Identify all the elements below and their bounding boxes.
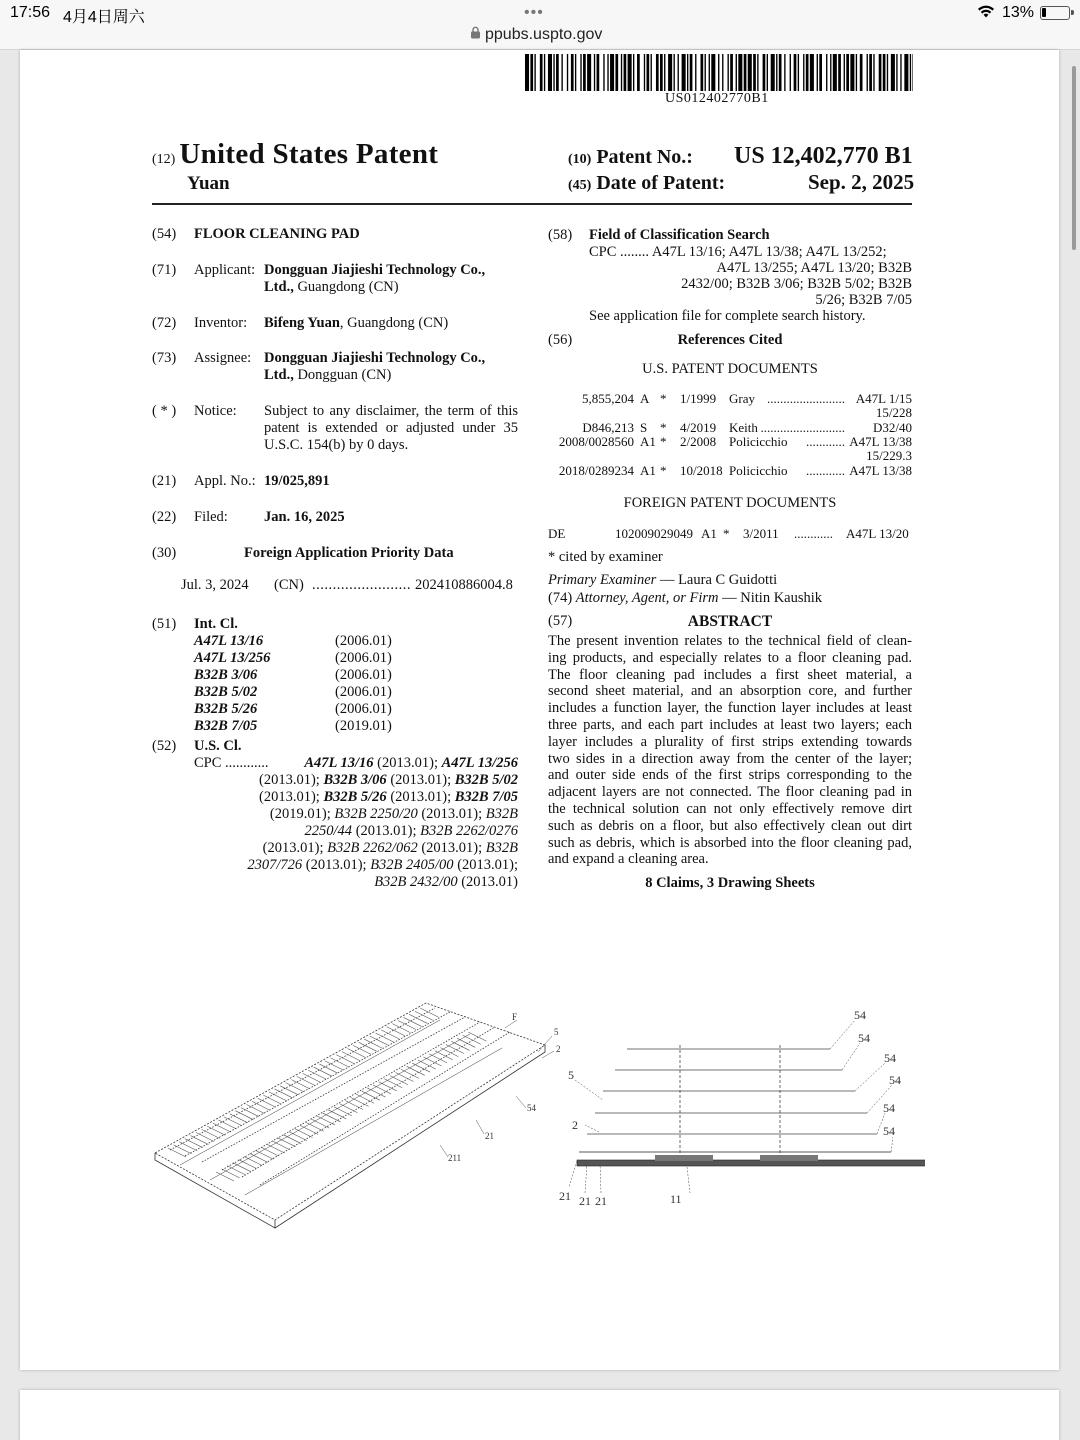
cpc-line: (2013.01); B32B 3/06 (2013.01); B32B 5/02 <box>259 772 518 788</box>
ref-kind: A1 <box>640 434 656 449</box>
next-page <box>20 1390 1059 1440</box>
filed-label: Filed: <box>194 509 228 525</box>
applicant-name: Dongguan Jiajieshi Technology Co., <box>264 262 486 278</box>
battery-percent: 13% <box>1002 4 1035 21</box>
foreign-kind: A1 <box>701 526 717 541</box>
code-22: (22) <box>152 509 177 525</box>
foreign-dots: ............ <box>794 526 833 541</box>
priority-number: 202410886004.8 <box>415 577 513 593</box>
ref-subclass: 15/228 <box>875 405 912 420</box>
cpc-line: 2250/44 (2013.01); B32B 2262/0276 <box>304 823 518 839</box>
fig2-label: 54 <box>883 1101 895 1115</box>
ref-dots: .......................... <box>760 420 845 435</box>
ref-class: D32/40 <box>873 420 912 435</box>
header-rule <box>152 203 912 205</box>
abstract-line: the technical solution can not only effectively remove dirt <box>548 800 912 817</box>
fig2-label: 54 <box>889 1073 901 1087</box>
fig1-label: 5 <box>554 1027 559 1037</box>
scrollbar[interactable] <box>1072 66 1076 250</box>
code-56: (56) <box>548 332 573 348</box>
primary-examiner: Primary Examiner — Laura C Guidotti <box>548 572 778 588</box>
fig2-label: 54 <box>854 1008 866 1022</box>
abstract-line: second sheet material, and an absorption core, and further <box>548 683 912 700</box>
filed-date: Jan. 16, 2025 <box>264 509 345 525</box>
ref-dots: ............ <box>806 434 845 449</box>
fcs-line: 2432/00; B32B 3/06; B32B 5/02; B32B <box>681 276 912 292</box>
ref-number: 2018/0289234 <box>558 463 634 478</box>
code-12: (12) <box>152 152 176 167</box>
patent-date-label: (45) Date of Patent: <box>568 172 726 194</box>
ref-kind: A1 <box>640 463 656 478</box>
assignee-location: Ltd., Dongguan (CN) <box>264 367 392 383</box>
fig1-label: 2 <box>556 1044 561 1054</box>
code-30: (30) <box>152 545 177 561</box>
patent-number: US 12,402,770 B1 <box>734 143 913 169</box>
fig2-label: 54 <box>883 1124 895 1138</box>
fig2-label: 21 <box>579 1194 591 1205</box>
abstract-line: and expand a cleaning area. <box>548 851 709 868</box>
foreign-number: 102009029049 <box>615 526 693 541</box>
fig2-label: 21 <box>595 1194 607 1205</box>
cited-by-examiner: * cited by examiner <box>548 549 663 565</box>
intcl-label: Int. Cl. <box>194 616 238 632</box>
applicant-location: Ltd., Guangdong (CN) <box>264 279 399 295</box>
foreign-date: 3/2011 <box>743 526 779 541</box>
intcl-code: B32B 7/05 <box>194 718 258 734</box>
fcs-line: 5/26; B32B 7/05 <box>815 292 912 308</box>
intcl-code: B32B 3/06 <box>194 667 258 683</box>
code-21: (21) <box>152 473 177 489</box>
ref-star: * <box>660 463 667 478</box>
ref-kind: S <box>640 420 648 435</box>
ref-number: 5,855,204 <box>582 391 634 406</box>
battery-icon <box>1040 6 1070 20</box>
foreign-docs-title: FOREIGN PATENT DOCUMENTS <box>623 495 837 511</box>
fig2-label: 5 <box>568 1068 574 1082</box>
fig1-label: F <box>512 1012 518 1022</box>
intcl-code: A47L 13/16 <box>194 633 264 649</box>
invention-title: FLOOR CLEANING PAD <box>194 226 360 242</box>
abstract-text <box>548 633 912 868</box>
ref-star: * <box>660 434 667 449</box>
foreign-country: DE <box>548 526 566 541</box>
code-54: (54) <box>152 226 177 242</box>
intcl-year: (2006.01) <box>335 684 392 700</box>
abstract-line: includes a function layer, the function layer includes at least <box>548 700 912 717</box>
priority-title: Foreign Application Priority Data <box>244 545 454 561</box>
document-title: United States Patent <box>179 138 439 170</box>
fig2-label: 54 <box>858 1031 870 1045</box>
wifi-icon <box>976 3 996 24</box>
status-date: 4月4日周六 <box>63 9 145 26</box>
ref-dots: ........................ <box>767 391 845 406</box>
foreign-class: A47L 13/20 <box>846 526 909 541</box>
priority-dots: ........................ <box>312 577 411 593</box>
intcl-code: B32B 5/26 <box>194 701 258 717</box>
patent-date: Sep. 2, 2025 <box>808 170 915 194</box>
code-71: (71) <box>152 262 177 278</box>
status-bar <box>0 0 1080 50</box>
lock-icon <box>470 26 481 44</box>
ref-name: Policicchio <box>729 434 788 449</box>
patent-heading <box>152 138 438 171</box>
url-text: ppubs.uspto.gov <box>485 26 603 43</box>
applicant-label: Applicant: <box>194 262 256 278</box>
ref-class: A47L 1/15 <box>855 391 912 406</box>
patent-page <box>20 50 1059 1370</box>
foreign-star: * <box>723 526 730 541</box>
inventor-surname: Yuan <box>187 173 230 194</box>
notice-text: Subject to any disclaimer, the term of this patent is extended or adjusted under 35 U.S.C. 154(b) by 0 days. <box>264 403 518 453</box>
code-notice: ( * ) <box>152 403 177 419</box>
fig2-label: 2 <box>572 1118 578 1132</box>
fcs-line: A47L 13/255; A47L 13/20; B32B <box>716 260 912 276</box>
fig2-label: 11 <box>670 1192 682 1205</box>
ref-class: A47L 13/38 <box>849 463 912 478</box>
figure-1-perspective <box>150 990 570 1230</box>
ref-date: 10/2018 <box>680 463 723 478</box>
ref-subclass: 15/229.3 <box>866 448 912 463</box>
references-title: References Cited <box>677 332 783 348</box>
uscl-label: U.S. Cl. <box>194 738 242 754</box>
ref-date: 1/1999 <box>680 391 717 406</box>
us-docs-title: U.S. PATENT DOCUMENTS <box>642 361 818 377</box>
figure-2-section <box>555 1005 925 1205</box>
code-51: (51) <box>152 616 177 632</box>
cpc-line: (2013.01); B32B 2262/062 (2013.01); B32B <box>262 840 518 856</box>
abstract-line: adjacent layers are not connected. The floor cleaning pad in <box>548 784 912 801</box>
url-bar[interactable] <box>470 26 602 44</box>
priority-date: Jul. 3, 2024 <box>181 577 249 593</box>
assignee-name: Dongguan Jiajieshi Technology Co., <box>264 350 486 366</box>
cpc-line: (2019.01); B32B 2250/20 (2013.01); B32B <box>269 806 518 822</box>
inventor: Bifeng Yuan, Guangdong (CN) <box>264 315 449 331</box>
intcl-year: (2019.01) <box>335 718 392 734</box>
fig1-label: 21 <box>485 1131 494 1141</box>
assignee-label: Assignee: <box>194 350 252 366</box>
intcl-year: (2006.01) <box>335 667 392 683</box>
intcl-year: (2006.01) <box>335 633 392 649</box>
barcode <box>525 54 913 91</box>
see-application: See application file for complete search history. <box>589 308 866 324</box>
ref-name: Keith <box>729 420 758 435</box>
ref-star: * <box>660 391 667 406</box>
inventor-label: Inventor: <box>194 315 248 331</box>
abstract-line: two sides in a direction away from the center of the layer; <box>548 750 912 767</box>
abstract-line: and outer side ends of the first strips corresponding to the <box>548 767 912 784</box>
appl-number: 19/025,891 <box>264 473 330 489</box>
abstract-line: such as debris, which is absorbed into the floor cleaning pad, <box>548 834 912 851</box>
code-73: (73) <box>152 350 177 366</box>
code-52: (52) <box>152 738 177 754</box>
more-dots-icon[interactable]: ••• <box>524 4 544 21</box>
cpc-label: CPC ............ <box>194 755 269 771</box>
appl-label: Appl. No.: <box>194 473 256 489</box>
ref-date: 2/2008 <box>680 434 717 449</box>
abstract-title: ABSTRACT <box>687 613 773 630</box>
intcl-year: (2006.01) <box>335 650 392 666</box>
intcl-code: A47L 13/256 <box>194 650 271 666</box>
status-time: 17:56 <box>10 4 51 21</box>
ref-kind: A <box>640 391 650 406</box>
ref-name: Policicchio <box>729 463 788 478</box>
abstract-line: three parts, and each part includes at least two layers; each <box>548 716 912 733</box>
abstract-line: such as debris on a floor, but also effectively clean out dirt <box>548 817 912 834</box>
intcl-code: B32B 5/02 <box>194 684 258 700</box>
ref-number: D846,213 <box>582 420 634 435</box>
ref-dots: ............ <box>806 463 845 478</box>
cpc-line: B32B 2432/00 (2013.01) <box>374 874 518 890</box>
claims-summary: 8 Claims, 3 Drawing Sheets <box>645 875 815 891</box>
fcs-line: CPC ........ A47L 13/16; A47L 13/38; A47L 13/252; <box>589 244 887 260</box>
abstract-line: layer includes a plurality of first strips extending towards <box>548 733 912 750</box>
code-58: (58) <box>548 227 573 243</box>
ref-date: 4/2019 <box>680 420 717 435</box>
abstract-line: ing products, and especially relates to a floor cleaning pad. <box>548 649 912 666</box>
barcode-number: US012402770B1 <box>665 91 769 106</box>
cpc-line: 2307/726 (2013.01); B32B 2405/00 (2013.01); <box>247 857 518 873</box>
fig1-label: 54 <box>527 1103 536 1113</box>
cpc-line: (2013.01); B32B 5/26 (2013.01); B32B 7/05 <box>259 789 518 805</box>
ref-class: A47L 13/38 <box>849 434 912 449</box>
code-57: (57) <box>548 613 573 629</box>
fig2-label: 54 <box>884 1051 896 1065</box>
ref-star: * <box>660 420 667 435</box>
fig2-label: 21 <box>559 1189 571 1203</box>
cpc-block <box>190 755 518 891</box>
fig1-label: 211 <box>448 1153 462 1163</box>
abstract-line: The present invention relates to the technical field of clean- <box>548 633 912 649</box>
cpc-line: A47L 13/16 (2013.01); A47L 13/256 <box>304 755 518 771</box>
notice-label: Notice: <box>194 403 237 419</box>
fcs-title: Field of Classification Search <box>589 227 770 243</box>
ref-name: Gray <box>729 391 755 406</box>
abstract-line: The floor cleaning pad includes a first sheet material, a <box>548 666 912 683</box>
patent-number-label: (10) Patent No.: <box>568 146 693 168</box>
intcl-year: (2006.01) <box>335 701 392 717</box>
code-72: (72) <box>152 315 177 331</box>
attorney: (74) Attorney, Agent, or Firm — Nitin Kaushik <box>548 590 823 606</box>
ref-number: 2008/0028560 <box>558 434 634 449</box>
priority-country: (CN) <box>274 577 304 593</box>
